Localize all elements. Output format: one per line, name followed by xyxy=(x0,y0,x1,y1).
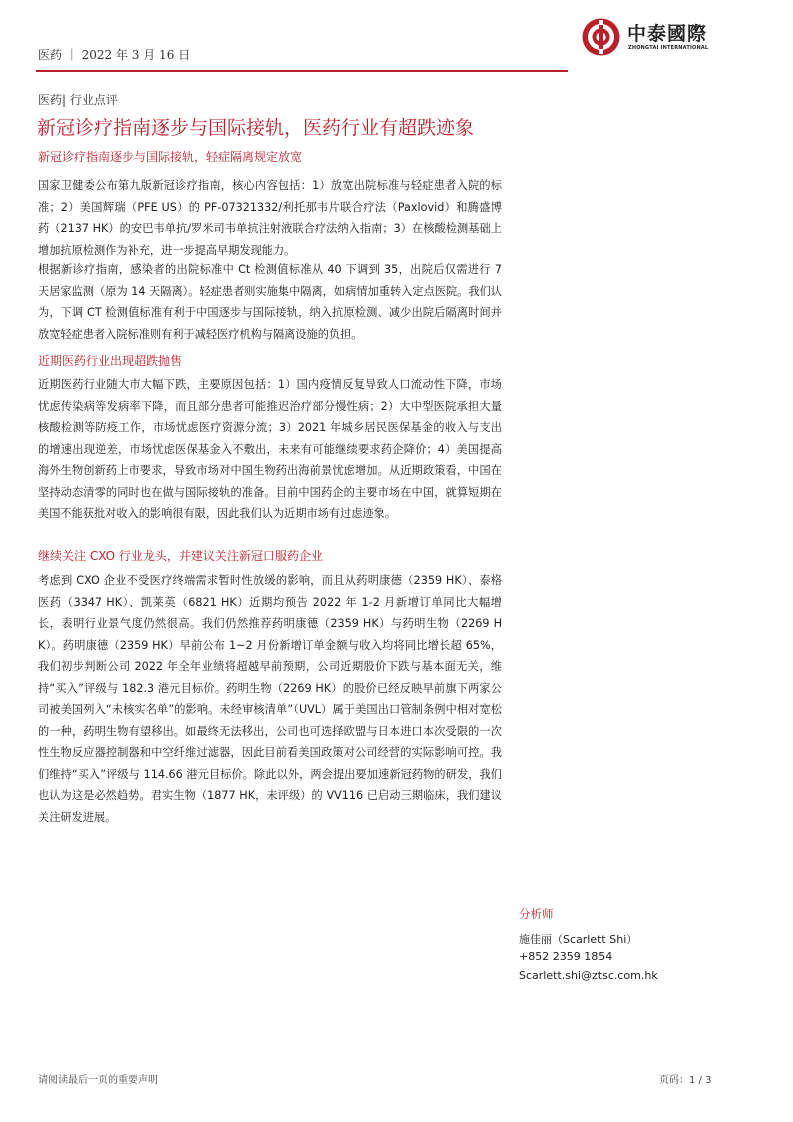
header-divider xyxy=(36,70,568,72)
paragraph: 考虑到 CXO 企业不受医疗终端需求暂时性放缓的影响，而且从药明康德（2359 HK）、泰格医药（3347 HK）、凯莱英（6821 HK）近期均预告 2022 年 1-2 月新增订单同比大幅增长，表明行业景气度仍然很高。我们仍然推荐药明康德（2359 HK）与药明生物（2269 HK）。药明康德（2359 HK）早前公布 1~2 月份新增订单金额与收入均将同比增长超 65%，我们初步判断公司 2022 年全年业绩将超越早前预期，公司近期股价下跌与基本面无关，维持“买入”评级与 182.3 港元目标价。药明生物（2269 HK）的股价已经反映早前旗下两家公司被美国列入“未核实名单”的影响。未经审核清单”（UVL）属于美国出口管制条例中相对宽松的一种，药明生物有望移出。如最终无法移出，公司也可选择欧盟与日本进口本次受限的一次性生物反应器控制器和中空纤维过滤器，因此目前看美国政策对公司经营的实际影响可控。我们维持“买入”评级与 114.66 港元目标价。除此以外，两会提出要加速新冠药物的研发，我们也认为这是必然趋势。君实生物（1877 HK，未评级）的 VV116 已启动三期临床，我们建议关注研发进展。 xyxy=(38,574,502,824)
header-meta: 医药 ｜ 2022 年 3 月 16 日 xyxy=(38,48,191,62)
report-title: 新冠诊疗指南逐步与国际接轨，医药行业有超跌迹象 xyxy=(37,117,475,139)
brand-name-cn: 中泰國際 xyxy=(627,23,708,45)
footer-notice: 请阅读最后一页的重要声明 xyxy=(38,1075,158,1086)
report-category: 医药| 行业点评 xyxy=(38,93,118,107)
analyst-heading: 分析师 xyxy=(519,907,554,921)
section-heading: 继续关注 CXO 行业龙头，并建议关注新冠口服药企业 xyxy=(38,549,323,563)
zhongtai-logo-icon xyxy=(581,17,621,57)
page-number: 页码：1 / 3 xyxy=(659,1075,712,1086)
paragraph: 近期医药行业随大市大幅下跌，主要原因包括：1）国内疫情反复导致人口流动性下降，市场忧虑传染病等发病率下降，而且部分患者可能推迟治疗部分慢性病；2）大中型医院承担大量核酸检测等防疫工作，市场忧虑医疗资源分流；3）2021 年城乡居民医保基金的收入与支出的增速出现逆差，市场忧虑医保基金入不敷出，未来有可能继续要求药企降价；4）美国提高海外生物创新药上市要求，导致市场对中国生物药出海前景忧虑增加。从近期政策看，中国在坚持动态清零的同时也在做与国际接轨的准备。目前中国药企的主要市场在中国，就算短期在美国不能获批对收入的影响很有限，因此我们认为近期市场有过虑迹象。 xyxy=(38,378,502,520)
analyst-name: 施佳丽（Scarlett Shi） xyxy=(519,933,638,946)
section-heading: 新冠诊疗指南逐步与国际接轨，轻症隔离规定放宽 xyxy=(38,150,303,164)
brand-name-en: ZHONGTAI INTERNATIONAL xyxy=(628,45,709,51)
brand-logo xyxy=(581,17,721,57)
paragraph: 国家卫健委公布第九版新冠诊疗指南，核心内容包括：1）放宽出院标准与轻症患者入院的标准；2）美国辉瑞（PFE US）的 PF-07321332/利托那韦片联合疗法（Paxlovid）和腾盛博药（2137 HK）的安巴韦单抗/罗米司韦单抗注射液联合疗法纳入指南；3）在核酸检测基础上增加抗原检测作为补充，进一步提高早期发现能力。 xyxy=(38,179,502,257)
paragraph: 根据新诊疗指南，感染者的出院标准中 Ct 检测值标准从 40 下调到 35，出院后仅需进行 7 天居家监测（原为 14 天隔离）。轻症患者则实施集中隔离，如病情加重转入定点医院。我们认为，下调 CT 检测值标准有利于中国逐步与国际接轨，纳入抗原检测、减少出院后隔离时间并放宽轻症患者入院标准则有利于减轻医疗机构与隔离设施的负担。 xyxy=(38,263,502,341)
section-heading: 近期医药行业出现超跌抛售 xyxy=(38,354,183,368)
analyst-phone: +852 2359 1854 xyxy=(519,950,613,963)
analyst-email: Scarlett.shi@ztsc.com.hk xyxy=(519,969,658,982)
